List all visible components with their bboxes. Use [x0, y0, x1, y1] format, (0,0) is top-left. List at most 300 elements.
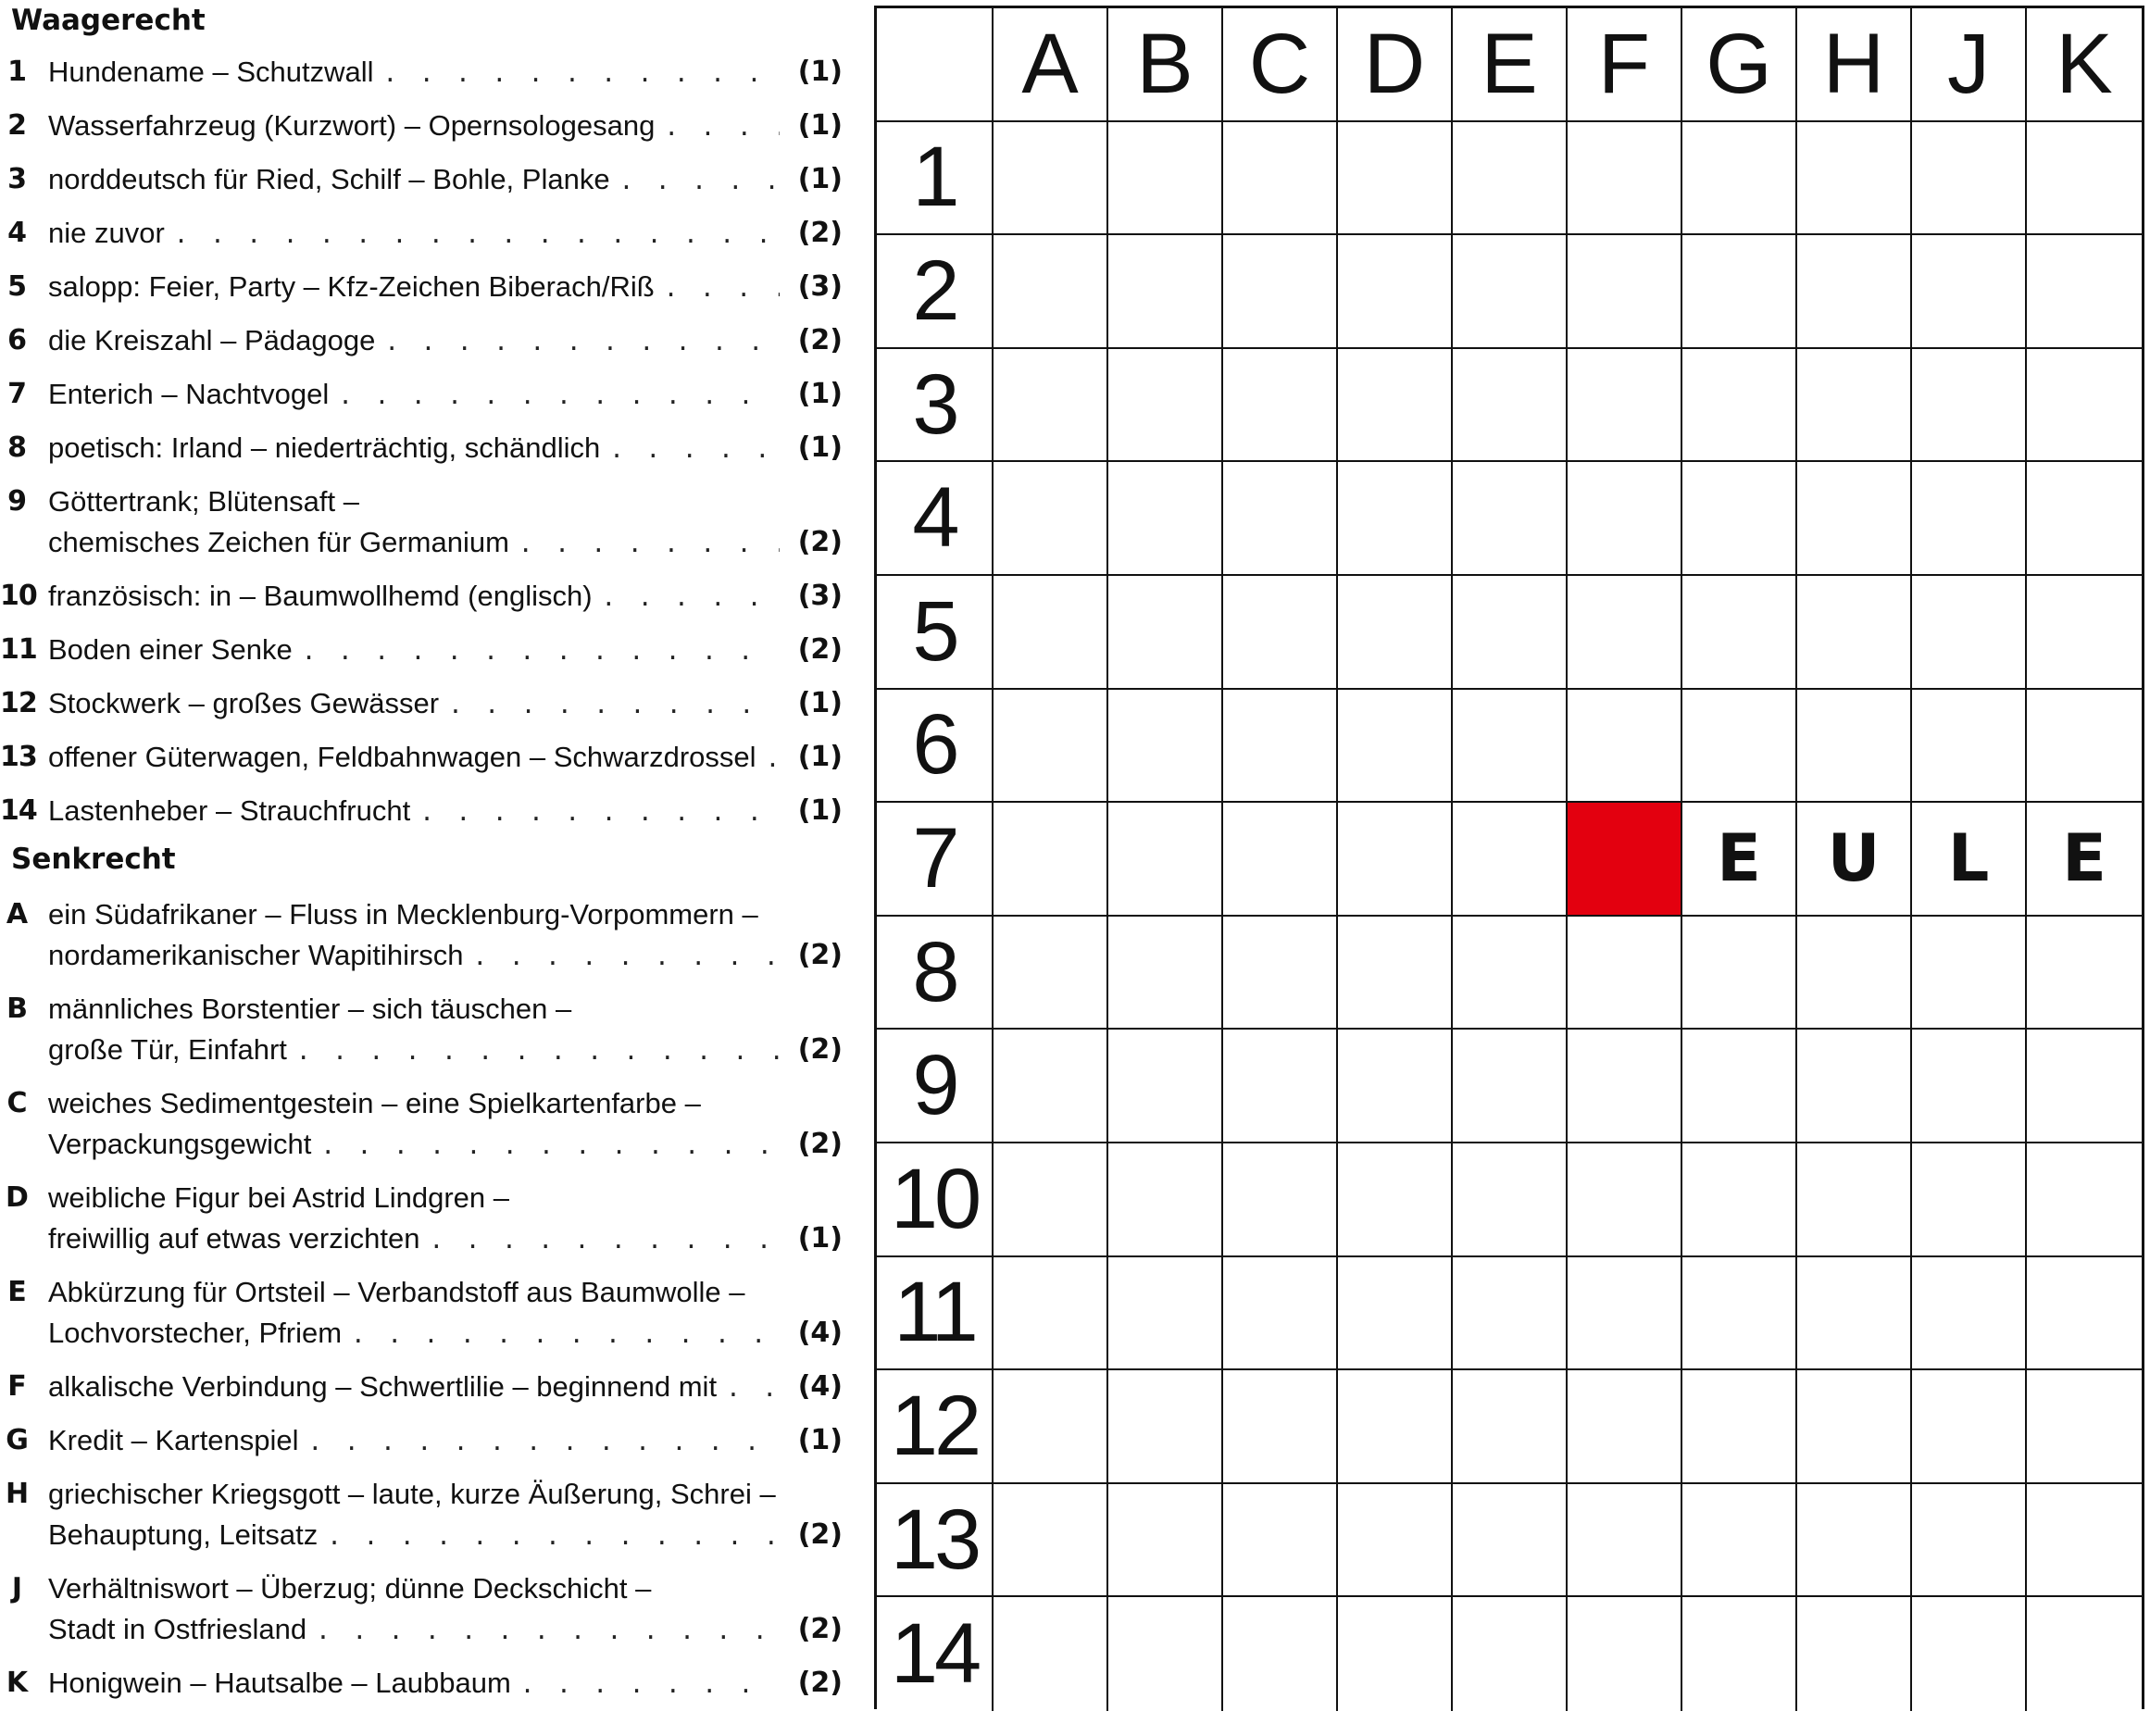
row-header-9: 9: [877, 1030, 994, 1143]
letter-count: (2): [797, 633, 843, 666]
leader-dots: [520, 1665, 780, 1704]
leader-dots: [664, 269, 780, 307]
clue-number: H: [5, 1478, 29, 1510]
clue-text: weiches Sedimentgestein – eine Spielkartenfarbe –: [48, 1087, 701, 1119]
clue-line: [48, 428, 780, 468]
grid-cell[interactable]: [1108, 576, 1223, 690]
leader-dots: [384, 322, 780, 361]
clue-line: [48, 522, 780, 563]
grid-cell[interactable]: [1338, 1370, 1453, 1484]
grid-cell[interactable]: L: [1912, 803, 2027, 917]
grid-cell[interactable]: [1797, 1370, 1912, 1484]
clue-text: Behauptung, Leitsatz: [48, 1518, 319, 1551]
clue-text: Stockwerk – großes Gewässer: [48, 687, 440, 719]
grid-cell[interactable]: [994, 1370, 1108, 1484]
across-clue-3: [0, 159, 843, 200]
letter-count: (2): [797, 217, 843, 249]
leader-dots: [619, 161, 780, 200]
row-header-12: 12: [877, 1370, 994, 1484]
grid-cell[interactable]: [1223, 1030, 1338, 1143]
grid-cell[interactable]: [1223, 803, 1338, 917]
clue-line: [48, 1124, 780, 1165]
clue-line: [48, 683, 780, 724]
grid-cell[interactable]: [1912, 1030, 2027, 1143]
grid-cell[interactable]: [2027, 690, 2142, 804]
grid-cell[interactable]: [1223, 917, 1338, 1030]
clue-text: ein Südafrikaner – Fluss in Mecklenburg-Vorpommern –: [48, 898, 758, 930]
grid-cell[interactable]: [1108, 1257, 1223, 1371]
grid-cell[interactable]: [1108, 803, 1223, 917]
grid-cell[interactable]: [1568, 235, 1682, 349]
across-clue-9: [0, 481, 843, 563]
grid-cell[interactable]: [1338, 690, 1453, 804]
grid-cell[interactable]: [2027, 235, 2142, 349]
grid-cell[interactable]: [1912, 576, 2027, 690]
clue-line: [48, 1568, 780, 1609]
across-clue-4: [0, 213, 843, 254]
letter-count: (1): [797, 431, 843, 464]
clue-line: [48, 1367, 780, 1407]
column-header-a: A: [994, 8, 1108, 122]
clue-number: 11: [0, 633, 37, 666]
grid-cell[interactable]: [1453, 1257, 1568, 1371]
grid-cell[interactable]: [994, 349, 1108, 463]
grid-cell[interactable]: [1453, 1597, 1568, 1711]
grid-cell[interactable]: [1223, 1484, 1338, 1598]
clue-number: B: [6, 993, 27, 1025]
letter-count: (1): [797, 109, 843, 142]
clue-text: französisch: in – Baumwollhemd (englisch): [48, 580, 593, 612]
grid-cell[interactable]: [994, 1030, 1108, 1143]
grid-cell[interactable]: [1568, 1370, 1682, 1484]
grid-cell[interactable]: [1223, 1370, 1338, 1484]
column-header-g: G: [1682, 8, 1797, 122]
clue-line: [48, 159, 780, 200]
letter-count: (2): [797, 939, 843, 971]
grid-cell[interactable]: [1338, 349, 1453, 463]
grid-cell[interactable]: [2027, 1030, 2142, 1143]
clue-text: nie zuvor: [48, 217, 165, 249]
grid-cell[interactable]: [2027, 576, 2142, 690]
grid-cell[interactable]: [1682, 1257, 1797, 1371]
grid-cell[interactable]: [994, 1597, 1108, 1711]
grid-cell[interactable]: [1223, 349, 1338, 463]
clue-line: [48, 1218, 780, 1259]
clue-number: D: [6, 1181, 28, 1214]
clue-line: [48, 213, 780, 254]
clue-number: 14: [0, 794, 37, 827]
leader-dots: [664, 107, 780, 146]
clue-text: offener Güterwagen, Feldbahnwagen – Schwarzdrossel: [48, 741, 756, 773]
clue-line: [48, 737, 780, 778]
leader-dots: [726, 1368, 780, 1407]
grid-cell[interactable]: [1338, 1257, 1453, 1371]
grid-cell[interactable]: [2027, 349, 2142, 463]
across-clue-2: [0, 106, 843, 146]
grid-cell[interactable]: [1682, 690, 1797, 804]
grid-cell[interactable]: [1682, 1484, 1797, 1598]
down-clue-d: [0, 1178, 843, 1259]
corner-cell: [877, 8, 994, 122]
grid-cell[interactable]: [1682, 122, 1797, 236]
grid-cell[interactable]: [1797, 122, 1912, 236]
grid-cell[interactable]: [1453, 462, 1568, 576]
column-header-f: F: [1568, 8, 1682, 122]
letter-count: (4): [797, 1317, 843, 1349]
row-header-6: 6: [877, 690, 994, 804]
clue-number: E: [7, 1276, 26, 1308]
letter-count: (2): [797, 324, 843, 356]
grid-cell[interactable]: [1682, 1030, 1797, 1143]
leader-dots: [320, 1126, 780, 1165]
clue-number: 10: [0, 580, 37, 612]
row-header-8: 8: [877, 917, 994, 1030]
grid-cell[interactable]: [1223, 1143, 1338, 1257]
clue-line: [48, 1515, 780, 1555]
clue-text: Hundename – Schutzwall: [48, 56, 374, 88]
leader-dots: [296, 1031, 780, 1070]
grid-cell[interactable]: [1568, 1257, 1682, 1371]
grid-cell[interactable]: U: [1797, 803, 1912, 917]
clue-text: weibliche Figur bei Astrid Lindgren –: [48, 1181, 509, 1214]
down-clue-c: [0, 1083, 843, 1165]
grid-cell[interactable]: [1338, 235, 1453, 349]
clue-number: 4: [7, 217, 26, 249]
row-header-11: 11: [877, 1257, 994, 1371]
clue-number: K: [6, 1667, 28, 1699]
grid-cell[interactable]: [1108, 1143, 1223, 1257]
letter-count: (2): [797, 1033, 843, 1066]
clue-line: [48, 267, 780, 307]
clue-line: [48, 374, 780, 415]
letter-count: (2): [797, 1613, 843, 1645]
clue-text: chemisches Zeichen für Germanium: [48, 526, 509, 558]
clue-text: salopp: Feier, Party – Kfz-Zeichen Biberach/Riß: [48, 270, 655, 303]
grid-cell[interactable]: [994, 1143, 1108, 1257]
letter-count: (1): [797, 1222, 843, 1255]
leader-dots: [609, 430, 780, 468]
row-header-2: 2: [877, 235, 994, 349]
grid-cell[interactable]: [1108, 690, 1223, 804]
grid-cell[interactable]: [1912, 1597, 2027, 1711]
grid-cell[interactable]: [2027, 917, 2142, 1030]
letter-count: (4): [797, 1370, 843, 1403]
down-clue-b: [0, 989, 843, 1070]
grid-cell[interactable]: [1338, 1143, 1453, 1257]
grid-cell[interactable]: [1568, 1030, 1682, 1143]
column-header-k: K: [2027, 8, 2142, 122]
row-header-7: 7: [877, 803, 994, 917]
clue-text: Verhältniswort – Überzug; dünne Deckschicht –: [48, 1572, 652, 1605]
grid-cell[interactable]: [1108, 349, 1223, 463]
grid-cell[interactable]: [1338, 917, 1453, 1030]
grid-cell[interactable]: [1223, 235, 1338, 349]
clue-text: Verpackungsgewicht: [48, 1128, 312, 1160]
clue-line: [48, 935, 780, 976]
grid-cell[interactable]: [1108, 122, 1223, 236]
clue-text: große Tür, Einfahrt: [48, 1033, 287, 1066]
grid-cell[interactable]: [1108, 1030, 1223, 1143]
clue-text: nordamerikanischer Wapitihirsch: [48, 939, 464, 971]
clue-line: [48, 576, 780, 617]
grid-cell[interactable]: [1453, 917, 1568, 1030]
clue-number: 7: [7, 378, 26, 410]
grid-cell[interactable]: [1912, 1370, 2027, 1484]
across-clue-5: [0, 267, 843, 307]
clue-text: Lastenheber – Strauchfrucht: [48, 794, 411, 827]
grid-cell[interactable]: [1682, 235, 1797, 349]
clue-text: Honigwein – Hautsalbe – Laubbaum: [48, 1667, 511, 1699]
clue-text: Göttertrank; Blütensaft –: [48, 485, 360, 518]
grid-cell[interactable]: [1912, 1143, 2027, 1257]
grid-cell[interactable]: [1912, 462, 2027, 576]
letter-count: (2): [797, 1128, 843, 1160]
across-clue-14: [0, 791, 843, 831]
down-clue-g: [0, 1420, 843, 1461]
grid-cell[interactable]: [1338, 1484, 1453, 1598]
leader-dots: [316, 1611, 780, 1650]
grid-cell[interactable]: [1223, 576, 1338, 690]
grid-cell[interactable]: [1912, 690, 2027, 804]
grid-cell[interactable]: [1797, 690, 1912, 804]
leader-dots: [383, 54, 780, 93]
grid-cell[interactable]: [2027, 462, 2142, 576]
across-clue-8: [0, 428, 843, 468]
down-clue-k: [0, 1663, 843, 1704]
grid-cell[interactable]: [2027, 1597, 2142, 1711]
grid-cell[interactable]: [1797, 349, 1912, 463]
grid-cell[interactable]: [1223, 122, 1338, 236]
grid-cell[interactable]: [1108, 917, 1223, 1030]
grid-cell[interactable]: [1338, 462, 1453, 576]
grid-cell[interactable]: [1568, 462, 1682, 576]
grid-cell[interactable]: [1338, 803, 1453, 917]
clue-number: A: [6, 898, 28, 930]
leader-dots: [174, 215, 780, 254]
grid-cell[interactable]: [1338, 122, 1453, 236]
column-header-j: J: [1912, 8, 2027, 122]
grid-cell[interactable]: [1568, 576, 1682, 690]
clue-line: [48, 106, 780, 146]
grid-cell[interactable]: [1453, 1030, 1568, 1143]
clue-number: 13: [0, 741, 37, 773]
crossword-grid: [874, 6, 2144, 1709]
grid-cell[interactable]: [1338, 1597, 1453, 1711]
clue-number: 12: [0, 687, 37, 719]
grid-cell[interactable]: [1568, 690, 1682, 804]
grid-cell[interactable]: [1682, 1370, 1797, 1484]
grid-cell[interactable]: [1108, 1370, 1223, 1484]
grid-cell[interactable]: [1453, 235, 1568, 349]
grid-cell[interactable]: [1338, 1030, 1453, 1143]
grid-cell[interactable]: [1682, 917, 1797, 1030]
clue-line: [48, 894, 780, 935]
clue-text: männliches Borstentier – sich täuschen –: [48, 993, 572, 1025]
down-heading: Senkrecht: [11, 843, 176, 876]
grid-cell[interactable]: [1453, 1370, 1568, 1484]
down-clue-e: [0, 1272, 843, 1354]
grid-cell[interactable]: [2027, 1370, 2142, 1484]
grid-cell[interactable]: [1568, 349, 1682, 463]
clue-number: J: [11, 1572, 22, 1605]
grid-cell[interactable]: [1453, 349, 1568, 463]
clue-number: C: [6, 1087, 27, 1119]
grid-cell[interactable]: [1568, 917, 1682, 1030]
leader-dots: [766, 739, 780, 778]
down-clue-a: [0, 894, 843, 976]
clue-text: freiwillig auf etwas verzichten: [48, 1222, 420, 1255]
grid-cell[interactable]: [994, 122, 1108, 236]
grid-cell[interactable]: [1797, 1484, 1912, 1598]
letter-count: (1): [797, 1424, 843, 1456]
letter-count: (3): [797, 580, 843, 612]
grid-cell[interactable]: [1682, 1143, 1797, 1257]
across-clue-10: [0, 576, 843, 617]
column-header-d: D: [1338, 8, 1453, 122]
letter-count: (2): [797, 526, 843, 558]
row-header-1: 1: [877, 122, 994, 236]
letter-count: (2): [797, 1667, 843, 1699]
grid-cell[interactable]: [1223, 1257, 1338, 1371]
leader-dots: [419, 793, 780, 831]
grid-cell[interactable]: [994, 690, 1108, 804]
grid-cell[interactable]: [1108, 1484, 1223, 1598]
letter-count: (1): [797, 163, 843, 195]
row-header-4: 4: [877, 462, 994, 576]
grid-cell[interactable]: [1568, 1597, 1682, 1711]
grid-cell[interactable]: [2027, 122, 2142, 236]
grid-cell[interactable]: [1797, 1030, 1912, 1143]
grid-cell[interactable]: [2027, 1143, 2142, 1257]
letter-count: (1): [797, 687, 843, 719]
clue-line: [48, 1313, 780, 1354]
leader-dots: [302, 631, 780, 670]
column-header-h: H: [1797, 8, 1912, 122]
grid-cell[interactable]: [1108, 462, 1223, 576]
grid-cell[interactable]: [1912, 1257, 2027, 1371]
clue-text: Enterich – Nachtvogel: [48, 378, 330, 410]
grid-cell[interactable]: [1453, 803, 1568, 917]
across-clue-1: [0, 52, 843, 93]
clue-number: 8: [7, 431, 26, 464]
row-header-13: 13: [877, 1484, 994, 1598]
clue-panel: [0, 0, 852, 1736]
clue-line: [48, 1663, 780, 1704]
grid-cell[interactable]: [1453, 1484, 1568, 1598]
letter-count: (2): [797, 1518, 843, 1551]
grid-cell[interactable]: [1568, 1484, 1682, 1598]
clue-text: Boden einer Senke: [48, 633, 293, 666]
letter-count: (1): [797, 56, 843, 88]
grid-cell[interactable]: [1912, 917, 2027, 1030]
grid-cell[interactable]: [994, 462, 1108, 576]
row-header-5: 5: [877, 576, 994, 690]
clue-line: [48, 1474, 780, 1515]
grid-cell[interactable]: [1453, 690, 1568, 804]
grid-cell[interactable]: [1568, 122, 1682, 236]
across-clue-7: [0, 374, 843, 415]
grid-cell[interactable]: [1797, 1597, 1912, 1711]
clue-line: [48, 52, 780, 93]
column-header-e: E: [1453, 8, 1568, 122]
grid-cell[interactable]: [1453, 122, 1568, 236]
clue-text: griechischer Kriegsgott – laute, kurze Äußerung, Schrei –: [48, 1478, 776, 1510]
clue-text: norddeutsch für Ried, Schilf – Bohle, Planke: [48, 163, 610, 195]
grid-cell[interactable]: [994, 235, 1108, 349]
clue-line: [48, 320, 780, 361]
grid-cell[interactable]: [1797, 1143, 1912, 1257]
grid-cell[interactable]: [1912, 235, 2027, 349]
clue-line: [48, 1420, 780, 1461]
grid-cell[interactable]: [1797, 235, 1912, 349]
grid-cell[interactable]: [1108, 235, 1223, 349]
across-clue-6: [0, 320, 843, 361]
grid-cell[interactable]: [1223, 1597, 1338, 1711]
clue-text: Abkürzung für Ortsteil – Verbandstoff aus Baumwolle –: [48, 1276, 745, 1308]
grid-cell[interactable]: [1108, 1597, 1223, 1711]
grid-cell[interactable]: [994, 1484, 1108, 1598]
clue-text: Kredit – Kartenspiel: [48, 1424, 299, 1456]
clue-line: [48, 1083, 780, 1124]
grid-cell[interactable]: [1223, 690, 1338, 804]
grid-cell[interactable]: [1797, 462, 1912, 576]
grid-cell[interactable]: [2027, 1484, 2142, 1598]
grid-cell[interactable]: [1912, 1484, 2027, 1598]
letter-count: (1): [797, 378, 843, 410]
down-clue-h: [0, 1474, 843, 1555]
across-clue-12: [0, 683, 843, 724]
grid-cell[interactable]: [1797, 917, 1912, 1030]
grid-cell[interactable]: [1568, 1143, 1682, 1257]
grid-cell[interactable]: [1797, 576, 1912, 690]
clue-line: [48, 630, 780, 670]
grid-cell[interactable]: [994, 1257, 1108, 1371]
letter-count: (3): [797, 270, 843, 303]
clue-number: 1: [7, 56, 26, 88]
clue-number: 3: [7, 163, 26, 195]
down-clue-j: [0, 1568, 843, 1650]
clue-text: alkalische Verbindung – Schwertlilie – beginnend mit: [48, 1370, 718, 1403]
grid-cell[interactable]: [994, 576, 1108, 690]
clue-line: [48, 481, 780, 522]
grid-cell[interactable]: [1453, 1143, 1568, 1257]
grid-cell[interactable]: [994, 917, 1108, 1030]
clue-line: [48, 989, 780, 1030]
grid-cell[interactable]: [1682, 576, 1797, 690]
grid-cell[interactable]: [1223, 462, 1338, 576]
grid-cell[interactable]: E: [2027, 803, 2142, 917]
grid-cell[interactable]: [1797, 1257, 1912, 1371]
leader-dots: [308, 1422, 780, 1461]
clue-line: [48, 1272, 780, 1313]
clue-number: 9: [7, 485, 26, 518]
grid-cell[interactable]: [1338, 576, 1453, 690]
grid-cell[interactable]: [1912, 122, 2027, 236]
grid-cell[interactable]: [1682, 349, 1797, 463]
grid-cell[interactable]: [1453, 576, 1568, 690]
grid-cell[interactable]: [994, 803, 1108, 917]
grid-cell[interactable]: [1682, 462, 1797, 576]
grid-cell[interactable]: E: [1682, 803, 1797, 917]
grid-cell[interactable]: [1912, 349, 2027, 463]
leader-dots: [519, 524, 780, 563]
clue-line: [48, 1609, 780, 1650]
clue-number: 6: [7, 324, 26, 356]
grid-cell[interactable]: [2027, 1257, 2142, 1371]
leader-dots: [338, 376, 780, 415]
clue-text: poetisch: Irland – niederträchtig, schändlich: [48, 431, 601, 464]
grid-cell[interactable]: [1682, 1597, 1797, 1711]
